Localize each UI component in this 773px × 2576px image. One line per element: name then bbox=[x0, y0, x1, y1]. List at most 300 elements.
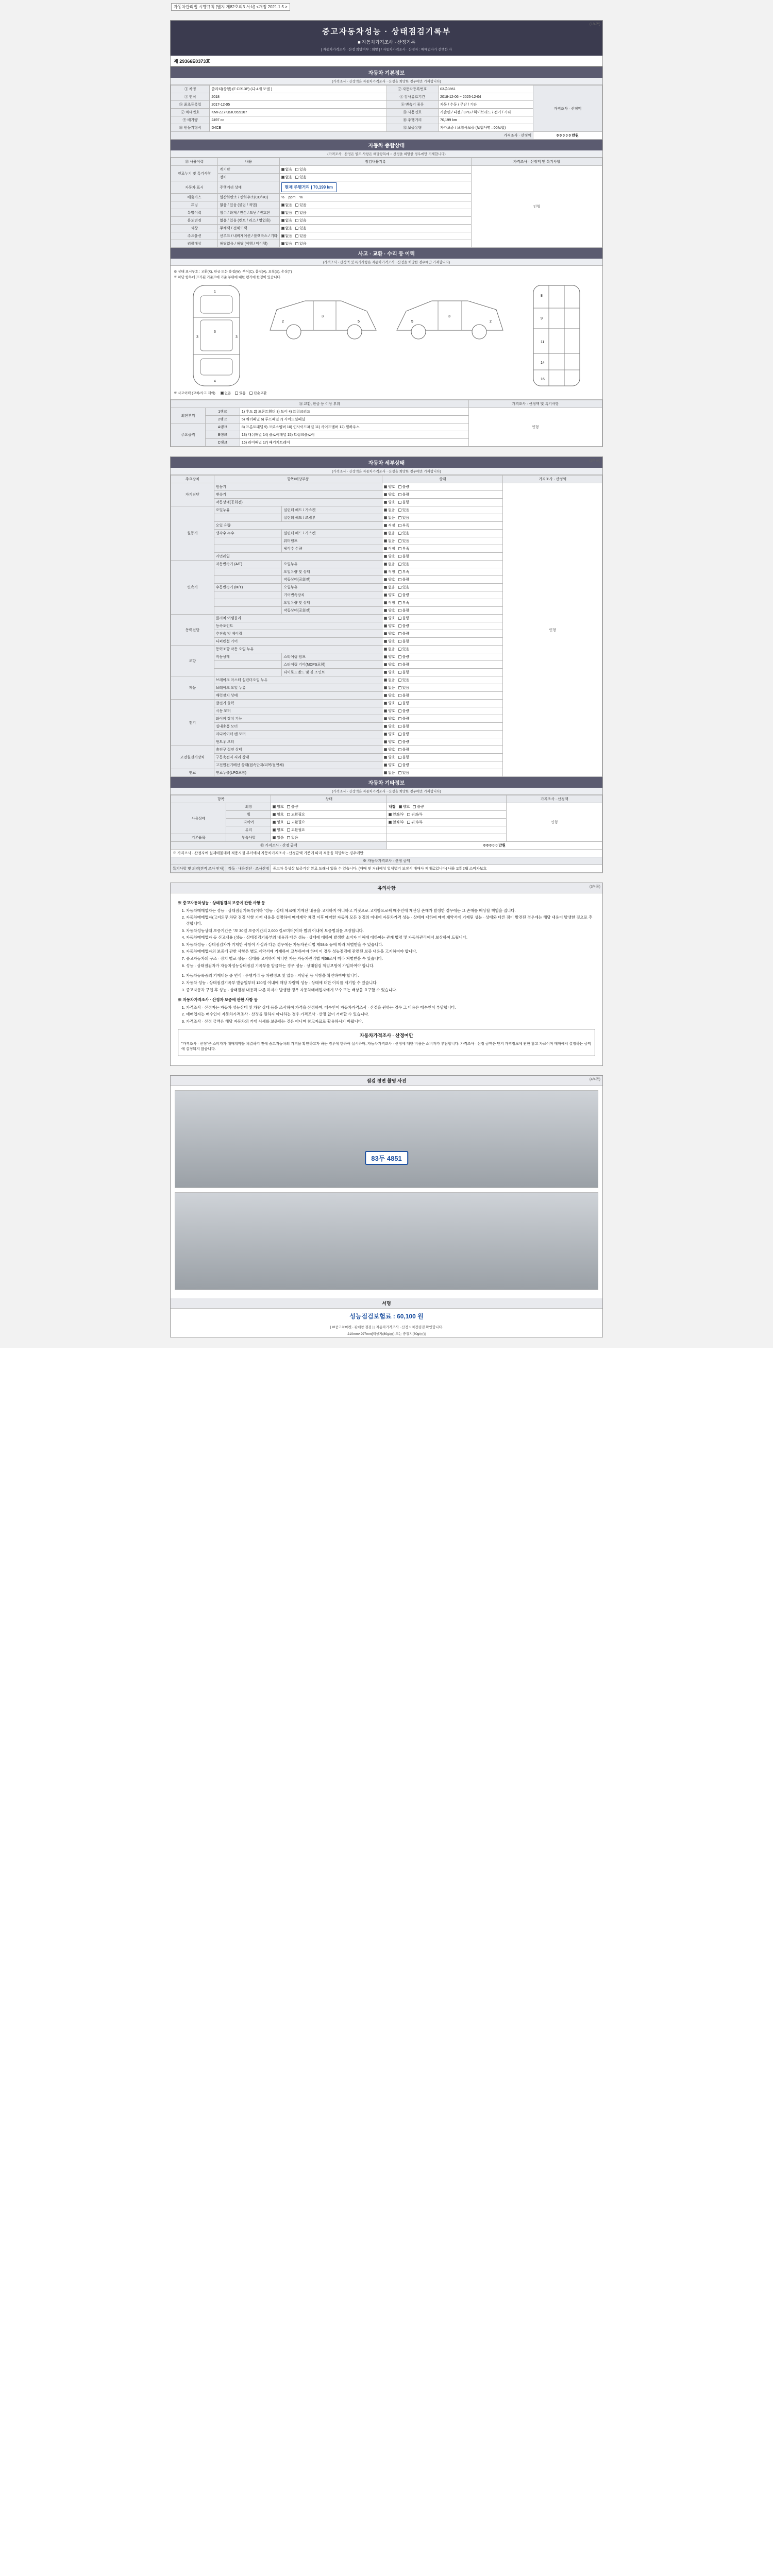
checkbox-icon[interactable] bbox=[384, 578, 387, 581]
checkbox-icon[interactable] bbox=[273, 821, 276, 824]
detail-options-3-3[interactable] bbox=[382, 638, 503, 646]
opt-label: 없음 bbox=[285, 234, 293, 238]
detail-options-0-2[interactable] bbox=[382, 499, 503, 506]
checkbox-icon[interactable] bbox=[398, 709, 401, 713]
detail-item-6-0: 발전기 출력 bbox=[214, 700, 382, 707]
detail-subitem-1-5: 냉각수 수량 bbox=[282, 545, 382, 553]
footer-note-2: 210mm×297mm[백상지(80g/㎡) 또는 중질지(80g/㎡)] bbox=[347, 1332, 426, 1336]
detail-item-4-1: 작동상태 bbox=[214, 653, 282, 661]
overall-mileage bbox=[279, 181, 472, 194]
opt-label: 불량 bbox=[402, 756, 410, 759]
detail-subitem-1-0: 실린더 헤드 / 가스켓 bbox=[282, 506, 382, 514]
checkbox-icon[interactable] bbox=[384, 609, 387, 612]
checkbox-icon[interactable] bbox=[413, 805, 416, 808]
opt-label: 있음 bbox=[402, 539, 410, 543]
accident-history-label: ※ 사고이력 (교차/사고 제외) bbox=[174, 392, 215, 395]
basic-value-7: KMFZZ7KBJU9S9107 bbox=[210, 109, 386, 116]
detail-options-2-1[interactable] bbox=[382, 568, 503, 576]
detail-options-2-2[interactable] bbox=[382, 576, 503, 584]
detail-options-2-0[interactable] bbox=[382, 561, 503, 568]
checkbox-icon[interactable] bbox=[384, 764, 387, 767]
checkbox-icon[interactable] bbox=[398, 764, 401, 767]
opt-label: 양호 bbox=[277, 821, 284, 824]
checkbox-icon[interactable] bbox=[384, 485, 387, 488]
detail-head-0: 주요장치 bbox=[171, 476, 214, 483]
checkbox-icon[interactable] bbox=[384, 640, 387, 643]
checkbox-icon[interactable] bbox=[398, 748, 401, 751]
checkbox-icon[interactable] bbox=[389, 821, 392, 824]
checkbox-icon[interactable] bbox=[398, 640, 401, 643]
checkbox-icon[interactable] bbox=[384, 671, 387, 674]
checkbox-icon[interactable] bbox=[399, 805, 402, 808]
other-options-3[interactable] bbox=[271, 826, 387, 834]
document-title-desc: [ 자동차가격조사 · 산정 희망여부 : 희망 ] / 자동차가격조사 · 산정자 : 매매업자가 선택한 자 bbox=[321, 48, 452, 52]
opt-label: 적정 bbox=[388, 547, 395, 551]
other-item2-0: 내장 bbox=[389, 805, 396, 809]
opt-label: 있음 bbox=[402, 686, 410, 690]
opt-label: 앞좌/우 bbox=[393, 813, 405, 817]
other-options2-3[interactable] bbox=[387, 826, 507, 834]
basic-price-value: 0 0 0 0 0 만원 bbox=[533, 132, 602, 140]
opt-label: 양호 bbox=[388, 578, 395, 582]
checkbox-icon[interactable] bbox=[384, 771, 387, 774]
opt-label: 양호 bbox=[388, 617, 395, 620]
detail-options-6-2[interactable] bbox=[382, 715, 503, 723]
detail-group-0: 자기진단 bbox=[171, 483, 214, 506]
checkbox-icon[interactable] bbox=[398, 624, 401, 628]
opt-label: 불량 bbox=[402, 764, 410, 767]
checkbox-icon[interactable] bbox=[384, 516, 387, 519]
sheet-1 bbox=[170, 20, 603, 447]
opt-label: 불량 bbox=[291, 805, 298, 809]
other-head-0: 항목 bbox=[171, 795, 271, 803]
opt-label: 있음 bbox=[402, 509, 410, 512]
opt-label: 양호 bbox=[402, 805, 410, 809]
checkbox-icon[interactable] bbox=[398, 632, 401, 635]
checkbox-icon[interactable] bbox=[384, 725, 387, 728]
checkbox-icon[interactable] bbox=[273, 836, 276, 839]
detail-options-1-1[interactable] bbox=[382, 514, 503, 522]
opt-label: 있음 bbox=[299, 211, 307, 215]
checkbox-icon[interactable] bbox=[407, 821, 410, 824]
notice-item: 1. 자동차등록증의 기재내용 중 연식 · 주행거리 등 차량정보 및 압류 · 저당권 등 사항을 확인하여야 합니다. bbox=[186, 973, 595, 979]
checkbox-icon[interactable] bbox=[384, 663, 387, 666]
detail-options-4-1[interactable] bbox=[382, 653, 503, 661]
detail-options-4-3[interactable] bbox=[382, 669, 503, 676]
other-options-1[interactable] bbox=[271, 811, 387, 819]
table-row bbox=[171, 132, 602, 140]
checkbox-icon[interactable] bbox=[398, 733, 401, 736]
detail-options-7-2[interactable] bbox=[382, 761, 503, 769]
checkbox-icon[interactable] bbox=[384, 717, 387, 720]
checkbox-icon[interactable] bbox=[384, 555, 387, 558]
opt-label: 양호 bbox=[388, 702, 395, 705]
photo-section-header: 점검 정면 촬영 사진 bbox=[171, 1076, 602, 1086]
opt-label: 양호 bbox=[277, 813, 284, 817]
checkbox-icon[interactable] bbox=[384, 524, 387, 527]
basic-price-row-label: 가격조사 · 산정액 bbox=[171, 132, 533, 140]
overall-opts-0[interactable] bbox=[279, 166, 472, 174]
overall-cat-5: 특별이력 bbox=[171, 209, 218, 217]
checkbox-icon[interactable] bbox=[384, 570, 387, 573]
document-number: 제 29366E0373호 bbox=[171, 56, 602, 67]
checkbox-icon[interactable] bbox=[398, 648, 401, 651]
other-options-2[interactable] bbox=[271, 819, 387, 826]
checkbox-icon[interactable] bbox=[384, 539, 387, 543]
opt-label: 교환필요 bbox=[291, 821, 306, 824]
detail-item-0-1: 변속기 bbox=[214, 491, 382, 499]
opt-label: 양호 bbox=[388, 632, 395, 636]
detail-options-0-0[interactable] bbox=[382, 483, 503, 491]
checkbox-icon[interactable] bbox=[398, 617, 401, 620]
checkbox-icon[interactable] bbox=[398, 679, 401, 682]
detail-item-7-2: 고전원전기배선 상태(접속단자/피복/절연체) bbox=[214, 761, 382, 769]
checkbox-icon[interactable] bbox=[273, 805, 276, 808]
opt-label: 없음 bbox=[388, 563, 395, 566]
detail-group-6: 전기 bbox=[171, 700, 214, 746]
overall-opts-4[interactable] bbox=[279, 201, 472, 209]
checkbox-icon[interactable] bbox=[398, 509, 401, 512]
detail-options-6-3[interactable] bbox=[382, 723, 503, 731]
overall-item-9: 해당없음 / 해당 (이행 / 미이행) bbox=[218, 240, 279, 248]
checkbox-icon[interactable] bbox=[398, 594, 401, 597]
accident-group-1: 주요골격 bbox=[171, 423, 206, 447]
overall-opts-8[interactable] bbox=[279, 232, 472, 240]
overall-opts-9[interactable] bbox=[279, 240, 472, 248]
checkbox-icon[interactable] bbox=[398, 532, 401, 535]
opt-label: 불량 bbox=[402, 725, 410, 728]
opt-label: 부족 bbox=[402, 547, 410, 551]
checkbox-icon[interactable] bbox=[273, 813, 276, 816]
basic-value-8: 가솔린 / 디젤 / LPG / 하이브리드 / 전기 / 기타 bbox=[438, 109, 533, 116]
basic-value-6: 자동 / 수동 / 무단 / 기타 bbox=[438, 101, 533, 109]
section-other-header: 자동차 기타정보 bbox=[171, 777, 602, 788]
checkbox-icon[interactable] bbox=[287, 836, 290, 839]
checkbox-icon[interactable] bbox=[398, 694, 401, 697]
detail-options-1-0[interactable] bbox=[382, 506, 503, 514]
svg-text:9: 9 bbox=[540, 317, 543, 320]
other-price-label: ⑮ 가격조사 · 산정 금액 bbox=[171, 842, 387, 850]
checkbox-icon[interactable] bbox=[398, 663, 401, 666]
detail-options-1-3[interactable] bbox=[382, 530, 503, 537]
detail-item-2-6 bbox=[214, 607, 282, 615]
detail-options-6-5[interactable] bbox=[382, 738, 503, 746]
checkbox-icon[interactable] bbox=[398, 570, 401, 573]
detail-options-3-0[interactable] bbox=[382, 615, 503, 622]
detail-options-1-4[interactable] bbox=[382, 537, 503, 545]
checkbox-icon[interactable] bbox=[398, 547, 401, 550]
checkbox-icon[interactable] bbox=[384, 586, 387, 589]
svg-text:5: 5 bbox=[411, 320, 414, 324]
opt-label: 없음 bbox=[285, 204, 293, 207]
other-price-value: 0 0 0 0 0 만원 bbox=[387, 842, 602, 850]
emission-hc: ppm bbox=[288, 195, 296, 199]
detail-options-8-0[interactable] bbox=[382, 769, 503, 777]
accident-group-0: 외판부위 bbox=[171, 408, 206, 423]
other-options2-4[interactable] bbox=[387, 834, 507, 842]
opt-label: 없음 bbox=[388, 648, 395, 651]
checkbox-icon[interactable] bbox=[398, 586, 401, 589]
checkbox-icon[interactable] bbox=[384, 501, 387, 504]
opt-label: 없음 bbox=[285, 219, 293, 223]
overall-opts-7[interactable] bbox=[279, 225, 472, 232]
detail-options-1-5[interactable] bbox=[382, 545, 503, 553]
opt-label: 없음 bbox=[285, 168, 293, 172]
other-item-0: 외장 bbox=[226, 803, 271, 811]
accident-parts-0: 1) 후드 2) 프론트휀더 3) 도어 4) 트렁크리드 bbox=[240, 408, 468, 416]
opt-label: 양호 bbox=[388, 555, 395, 558]
basic-label-11: ⑪ 원동기형식 bbox=[171, 124, 210, 132]
checkbox-icon[interactable] bbox=[398, 563, 401, 566]
section-accident-header: 사고 · 교환 · 수리 등 이력 bbox=[171, 248, 602, 259]
detail-options-0-1[interactable] bbox=[382, 491, 503, 499]
accident-history-question[interactable] bbox=[174, 391, 599, 395]
checkbox-icon[interactable] bbox=[273, 828, 276, 832]
basic-label-3: ③ 연식 bbox=[171, 93, 210, 101]
other-item-2: 타이어 bbox=[226, 819, 271, 826]
svg-text:2: 2 bbox=[490, 320, 492, 324]
svg-text:1: 1 bbox=[214, 290, 216, 294]
overall-opts-5[interactable] bbox=[279, 209, 472, 217]
checkbox-icon[interactable] bbox=[398, 539, 401, 543]
opt-label: 없음 bbox=[285, 211, 293, 215]
checkbox-icon[interactable] bbox=[384, 740, 387, 743]
detail-options-5-0[interactable] bbox=[382, 676, 503, 684]
section-accident-note: (가격조사 · 산정액 및 특기사항은 자동차가격조사 · 산정을 희망한 경우에만 기재합니다) bbox=[171, 259, 602, 266]
notice-title-1: ※ 중고자동차성능 · 상태점검의 보증에 관한 사항 등 bbox=[178, 901, 265, 905]
document-title: 중고자동차성능 · 상태점검기록부 bbox=[322, 27, 451, 36]
section-other-note: (가격조사 · 산정액은 자동차가격조사 · 산정을 희망한 경우에만 기재합니다) bbox=[171, 788, 602, 795]
opt-label: 양호 bbox=[388, 485, 395, 489]
other-special-label: 특기사항 및 의견(견적 조사 안내) bbox=[171, 865, 226, 873]
detail-group-3: 동력전달 bbox=[171, 615, 214, 646]
overall-cat-4: 튜닝 bbox=[171, 201, 218, 209]
checkbox-icon[interactable] bbox=[384, 601, 387, 604]
damage-diagram-area bbox=[171, 266, 602, 400]
checkbox-icon[interactable] bbox=[384, 686, 387, 689]
checkbox-icon[interactable] bbox=[398, 756, 401, 759]
other-options2-1[interactable] bbox=[387, 811, 507, 819]
detail-options-1-6[interactable] bbox=[382, 553, 503, 561]
opt-label: 없음 bbox=[388, 516, 395, 520]
detail-item-3-0: 클러치 어셈블리 bbox=[214, 615, 382, 622]
overall-state-table bbox=[171, 158, 602, 248]
opt-label: 불량 bbox=[402, 694, 410, 698]
notice-item: 4. 자동차매매업자 등 신고내용 (성능 · 상태점검기록부의 내용과 다른 성능 · 상태에 대하여 발생한 소비자 피해에 대하여는 관계 법령 및 자동차관리에서 보상하여 드립니다. bbox=[186, 935, 595, 941]
accident-rank-0: 1랭크 bbox=[205, 408, 240, 416]
checkbox-icon[interactable] bbox=[407, 813, 410, 816]
checkbox-icon[interactable] bbox=[384, 509, 387, 512]
table-row bbox=[171, 850, 602, 857]
checkbox-icon[interactable] bbox=[398, 717, 401, 720]
opt-label: 있음 bbox=[299, 242, 307, 246]
table-row bbox=[171, 857, 602, 865]
opt-label: 불량 bbox=[402, 748, 410, 752]
accident-parts-table bbox=[171, 400, 602, 447]
checkbox-icon[interactable] bbox=[384, 617, 387, 620]
overall-head-3: 가격조사 · 산정액 및 특기사항 bbox=[472, 158, 602, 166]
checkbox-icon[interactable] bbox=[398, 609, 401, 612]
notice-item: 3. 중고자동차 구입 후 성능 · 상태점검 내용과 다른 하자가 발생한 경우 자동차매매업자에게 보수 또는 배상을 요구할 수 있습니다. bbox=[186, 987, 595, 993]
checkbox-icon[interactable] bbox=[398, 671, 401, 674]
detail-options-2-3[interactable] bbox=[382, 584, 503, 591]
photo-area bbox=[171, 1086, 602, 1298]
detail-item-1-6: 커먼레일 bbox=[214, 553, 382, 561]
opt-label: 있음 bbox=[299, 176, 307, 179]
section-detail-header: 자동차 세부상태 bbox=[171, 457, 602, 468]
detail-options-3-2[interactable] bbox=[382, 630, 503, 638]
checkbox-icon[interactable] bbox=[384, 624, 387, 628]
notice-item: 1. 자동차매매업자는 성능 · 상태점검기록부(이하 "성능 · 상태 체크에 기재된 내용을 고지하지 아니하고 거짓으로 고지함으로써 매수인에 재산상 손해가 발생한 경우에는 그 손해를 배상할 책임을 집니다. bbox=[186, 908, 595, 914]
overall-head-0: ⑬ 사용이력 bbox=[171, 158, 218, 166]
checkbox-icon[interactable] bbox=[398, 601, 401, 604]
opt-label: 있음 bbox=[299, 219, 307, 223]
basic-label-4: ④ 검사유효기간 bbox=[386, 93, 438, 101]
detail-options-2-6[interactable] bbox=[382, 607, 503, 615]
vehicle-rear-photo bbox=[175, 1192, 598, 1290]
other-head-2 bbox=[387, 795, 507, 803]
detail-subitem-4-1: 스티어링 펌프 bbox=[282, 653, 382, 661]
other-group-basic: 기본품목 bbox=[171, 834, 226, 842]
checkbox-icon[interactable] bbox=[384, 594, 387, 597]
svg-text:3: 3 bbox=[321, 315, 324, 318]
overall-cat-8: 주요옵션 bbox=[171, 232, 218, 240]
opt-label: 불량 bbox=[402, 717, 410, 721]
checkbox-icon[interactable] bbox=[398, 501, 401, 504]
checkbox-icon[interactable] bbox=[398, 702, 401, 705]
insurance-fee-line: 성능점검보험료 : 60,100 원 bbox=[349, 1313, 424, 1320]
checkbox-icon[interactable] bbox=[398, 493, 401, 496]
other-options-4[interactable] bbox=[271, 834, 387, 842]
vehicle-front-photo bbox=[175, 1090, 598, 1188]
svg-text:3: 3 bbox=[196, 335, 199, 339]
checkbox-icon[interactable] bbox=[384, 756, 387, 759]
detail-options-7-0[interactable] bbox=[382, 746, 503, 754]
checkbox-icon[interactable] bbox=[384, 694, 387, 697]
checkbox-icon[interactable] bbox=[384, 632, 387, 635]
detail-subitem-1-3: 실린더 헤드 / 가스켓 bbox=[282, 530, 382, 537]
detail-item-2-0: 자동변속기 (A/T) bbox=[214, 561, 282, 568]
checkbox-icon[interactable] bbox=[398, 578, 401, 581]
checkbox-icon[interactable] bbox=[398, 771, 401, 774]
section-detail-note: (가격조사 · 산정액은 자동차가격조사 · 산정을 희망한 경우에만 기재합니다) bbox=[171, 468, 602, 475]
table-row bbox=[171, 842, 602, 850]
checkbox-icon[interactable] bbox=[287, 821, 290, 824]
checkbox-icon[interactable] bbox=[398, 524, 401, 527]
checkbox-icon[interactable] bbox=[384, 702, 387, 705]
table-row bbox=[171, 803, 602, 811]
other-options2-0[interactable] bbox=[387, 803, 507, 811]
accident-parts-2: 8) 프론트패널 9) 크로스멤버 10) 인사이드패널 11) 사이드멤버 12) 휠하우스 bbox=[240, 423, 468, 431]
other-options2-2[interactable] bbox=[387, 819, 507, 826]
detail-options-6-0[interactable] bbox=[382, 700, 503, 707]
checkbox-icon[interactable] bbox=[384, 532, 387, 535]
detail-options-6-4[interactable] bbox=[382, 731, 503, 738]
opt-label: 있음 bbox=[239, 392, 246, 395]
checkbox-icon[interactable] bbox=[398, 740, 401, 743]
notice-item: 2. 매매업자는 매수인이 자동차가격조사 · 산정을 원하지 아니하는 경우 가격조사 · 산정 없이 거래할 수 있습니다. bbox=[186, 1011, 595, 1018]
detail-subitem-2-2: 작동상태(공회전) bbox=[282, 576, 382, 584]
detail-group-5: 제동 bbox=[171, 676, 214, 700]
svg-text:5: 5 bbox=[357, 320, 360, 324]
page-corner-number: (1/4쪽) bbox=[589, 23, 600, 26]
detail-options-4-0[interactable] bbox=[382, 646, 503, 653]
detail-options-6-1[interactable] bbox=[382, 707, 503, 715]
basic-label-12: ⑫ 보증유형 bbox=[386, 124, 438, 132]
checkbox-icon[interactable] bbox=[287, 828, 290, 832]
detail-options-3-1[interactable] bbox=[382, 622, 503, 630]
detail-options-2-5[interactable] bbox=[382, 599, 503, 607]
checkbox-icon[interactable] bbox=[398, 686, 401, 689]
svg-text:14: 14 bbox=[540, 361, 545, 365]
checkbox-icon[interactable] bbox=[384, 733, 387, 736]
other-item-4: 부속사항 bbox=[226, 834, 271, 842]
checkbox-icon[interactable] bbox=[398, 725, 401, 728]
svg-text:8: 8 bbox=[540, 294, 543, 298]
checkbox-icon[interactable] bbox=[384, 679, 387, 682]
opt-label: 불량 bbox=[402, 609, 410, 613]
accident-parts-1: 5) 쿼터패널 6) 루프패널 7) 사이드실패널 bbox=[240, 416, 468, 423]
other-options-0[interactable] bbox=[271, 803, 387, 811]
detail-item-3-2: 추진축 및 베어링 bbox=[214, 630, 382, 638]
overall-opts-6[interactable] bbox=[279, 217, 472, 225]
opt-label: 불량 bbox=[417, 805, 424, 809]
opt-label: 양호 bbox=[388, 709, 395, 713]
checkbox-icon[interactable] bbox=[398, 555, 401, 558]
checkbox-icon[interactable] bbox=[389, 813, 392, 816]
price-survey-guide-box bbox=[178, 1029, 595, 1057]
checkbox-icon[interactable] bbox=[384, 493, 387, 496]
opt-label: 있음 bbox=[402, 563, 410, 566]
opt-label: 없음 bbox=[388, 509, 395, 512]
checkbox-icon[interactable] bbox=[384, 655, 387, 658]
document-subtitle: ■ 자동차가격조사 · 산정기록 bbox=[358, 40, 415, 45]
overall-item-4: 없음 / 있음 (불법 / 적법) bbox=[218, 201, 279, 209]
checkbox-icon[interactable] bbox=[384, 648, 387, 651]
checkbox-icon[interactable] bbox=[384, 748, 387, 751]
other-special-sub: 감독 · 내용진단 · 조사산정 bbox=[226, 865, 271, 873]
opt-label: 양호 bbox=[388, 663, 395, 667]
checkbox-icon[interactable] bbox=[287, 805, 290, 808]
opt-label: 교환필요 bbox=[291, 828, 306, 832]
checkbox-icon[interactable] bbox=[398, 485, 401, 488]
opt-label: 양호 bbox=[388, 671, 395, 674]
detail-options-1-2[interactable] bbox=[382, 522, 503, 530]
checkbox-icon[interactable] bbox=[398, 516, 401, 519]
detail-options-4-2[interactable] bbox=[382, 661, 503, 669]
opt-label: 없음 bbox=[388, 586, 395, 589]
notice-title-2: ※ 자동차가격조사 · 산정자 보증에 관한 사항 등 bbox=[178, 997, 258, 1003]
checkbox-icon[interactable] bbox=[398, 655, 401, 658]
overall-cat-9: 리콜대상 bbox=[171, 240, 218, 248]
detail-item-8-0: 연료누출(LPG포함) bbox=[214, 769, 382, 777]
checkbox-icon[interactable] bbox=[384, 709, 387, 713]
sheet-2 bbox=[170, 456, 603, 873]
checkbox-icon[interactable] bbox=[384, 547, 387, 550]
car-diagram-top bbox=[178, 281, 255, 389]
detail-options-2-4[interactable] bbox=[382, 591, 503, 599]
table-header-row bbox=[171, 795, 602, 803]
detail-options-5-1[interactable] bbox=[382, 684, 503, 692]
signature-header: 서명 bbox=[171, 1298, 602, 1309]
checkbox-icon[interactable] bbox=[287, 813, 290, 816]
checkbox-icon[interactable] bbox=[384, 563, 387, 566]
detail-options-5-2[interactable] bbox=[382, 692, 503, 700]
overall-opts-1[interactable] bbox=[279, 174, 472, 181]
detail-options-7-1[interactable] bbox=[382, 754, 503, 761]
opt-label: 있음 bbox=[402, 516, 410, 520]
table-row bbox=[171, 86, 602, 93]
